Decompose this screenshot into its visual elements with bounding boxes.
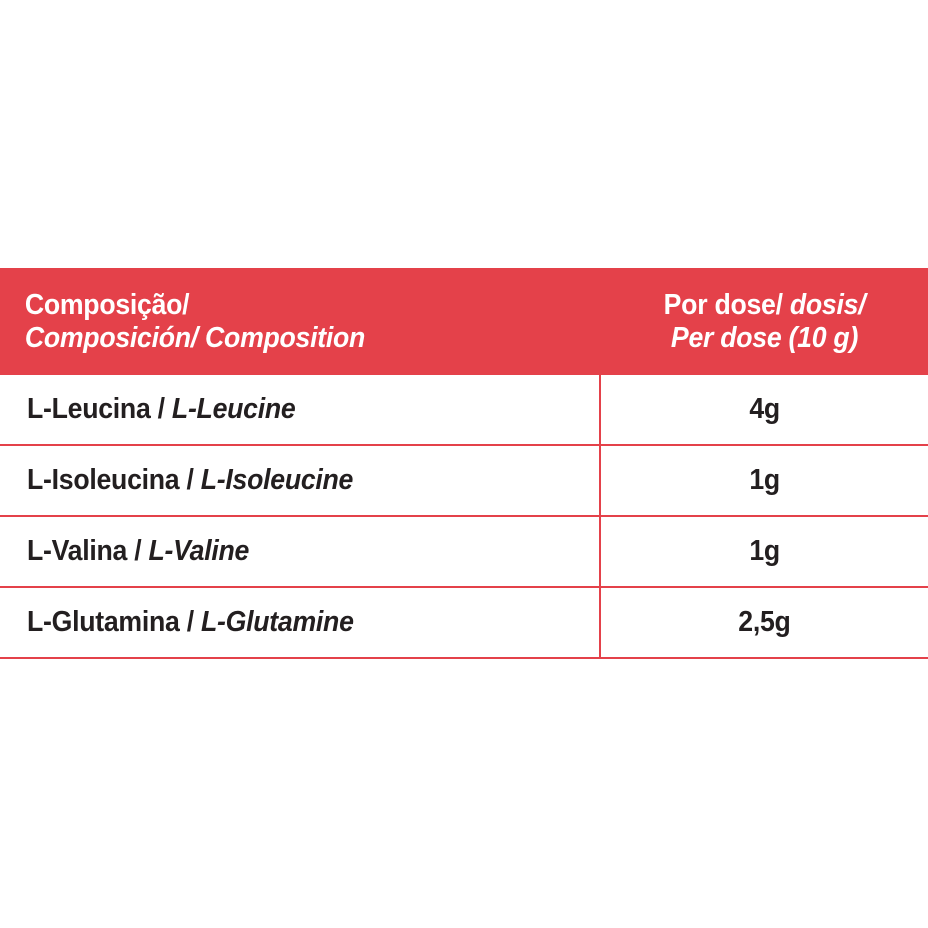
ingredient-name-en: L-Glutamine [201, 606, 354, 638]
dose-cell [601, 588, 928, 657]
ingredient-name-pt: L-Isoleucina / [27, 464, 201, 496]
header-per-dose-line1 [664, 289, 866, 322]
ingredient-name-en: L-Valine [148, 535, 250, 567]
ingredient-name-pt: L-Valina / [27, 535, 149, 567]
header-composition [0, 268, 553, 375]
ingredient-cell [0, 375, 601, 444]
ingredient-cell [0, 588, 601, 657]
ingredient-name-pt: L-Leucina / [27, 393, 172, 425]
ingredient-cell [0, 517, 601, 586]
dose-cell [601, 517, 928, 586]
dose-value: 4g [749, 393, 780, 425]
composition-table [0, 268, 928, 659]
dose-value: 1g [749, 535, 780, 567]
dose-value: 1g [749, 464, 780, 496]
dose-value: 2,5g [738, 606, 791, 638]
dose-cell [601, 375, 928, 444]
ingredient-name-pt: L-Glutamina / [27, 606, 202, 638]
dose-cell [601, 446, 928, 515]
header-composition-line1: Composição/ [24, 288, 190, 321]
table-header [0, 268, 928, 375]
table-row [0, 517, 928, 588]
table-row [0, 375, 928, 446]
header-per-dose-label: Por dose/ [663, 288, 790, 321]
table-row [0, 588, 928, 659]
ingredient-name-en: L-Isoleucine [200, 464, 354, 496]
header-per-dose [614, 268, 915, 375]
ingredient-cell [0, 446, 601, 515]
header-composition-line2: Composición/ Composition [24, 321, 366, 354]
ingredient-name-en: L-Leucine [171, 393, 296, 425]
header-dosis-label: dosis/ [789, 288, 866, 321]
table-row [0, 446, 928, 517]
header-per-dose-line2: Per dose (10 g) [670, 321, 859, 354]
